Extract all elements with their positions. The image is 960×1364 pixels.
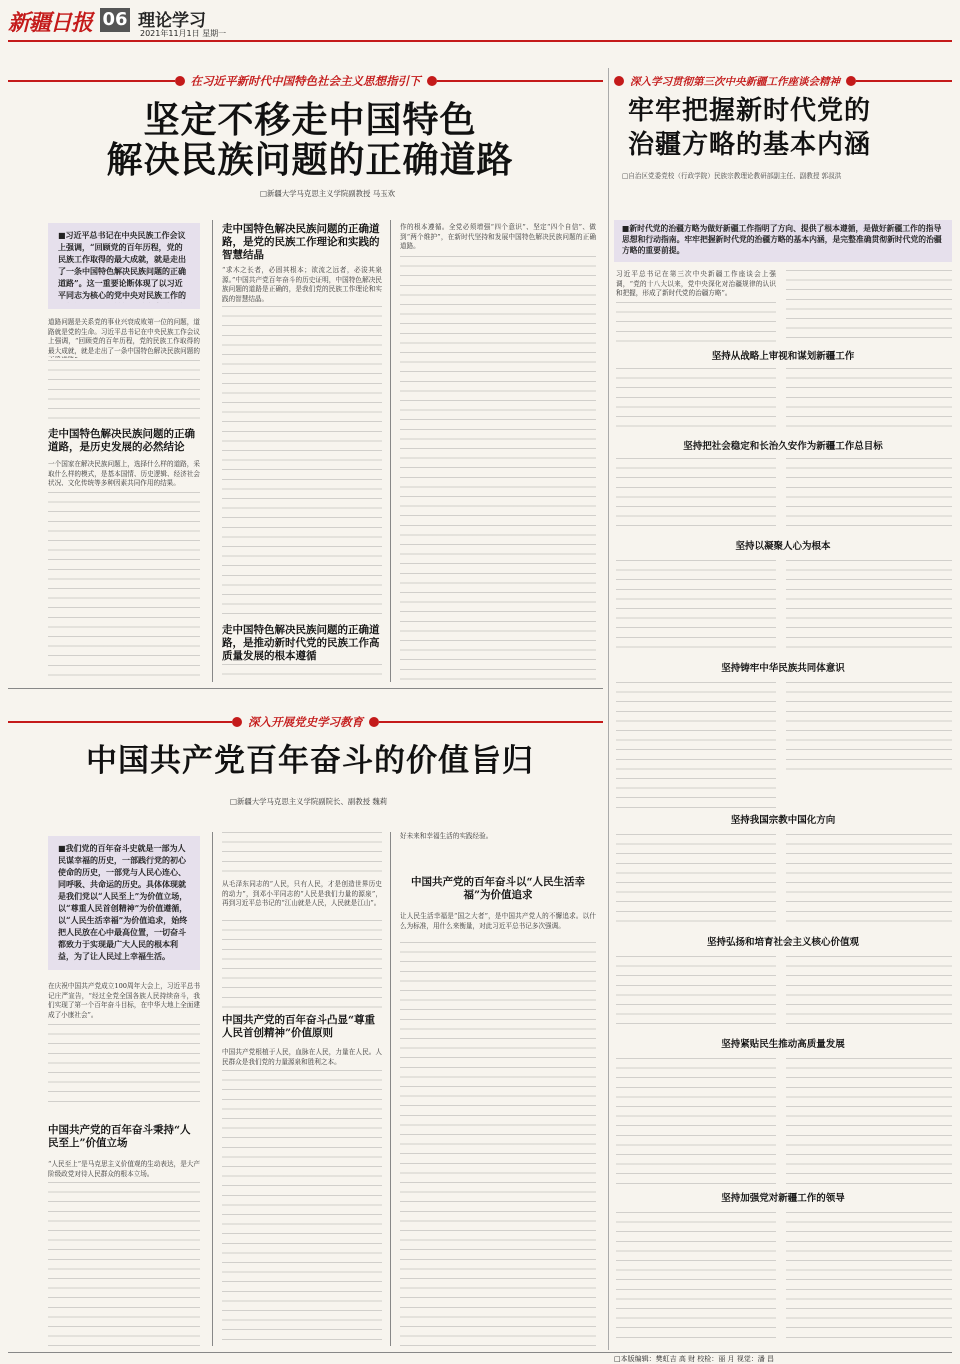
banner-line [379, 721, 603, 723]
text-block [616, 1058, 776, 1184]
right-section-heading-8: 坚持加强党对新疆工作的领导 [721, 1193, 845, 1204]
bottom-sub3-paragraph: 让人民生活幸福是“国之大者”，是中国共产党人的不懈追求。以什么为标准，用什么来衡量，对此习近平总书记多次强调。 [400, 912, 596, 930]
left-sub1-paragraph: 一个国家在解决民族问题上，选择什么样的道路，采取什么样的模式，是基本国情、历史逻辑、经济社会状况、文化传统等多种因素共同作用的结果。 [48, 460, 200, 488]
banner-dot-icon [614, 76, 624, 86]
text-block [222, 306, 382, 618]
left-col3-paragraph: 作的根本遵循。全党必须增强“四个意识”、坚定“四个自信”、做到“两个维护”，在新时代坚持和发展中国特色解决民族问题的正确道路。 [400, 223, 596, 251]
left-article-title-line2: 解决民族问题的正确道路 [106, 139, 514, 181]
right-section-heading-6: 坚持弘扬和培育社会主义核心价值观 [706, 937, 859, 948]
left-article-title-line1: 坚定不移走中国特色 [143, 99, 477, 141]
text-block [786, 1212, 952, 1338]
text-block [786, 956, 952, 1032]
left-article-summary [48, 223, 200, 309]
right-section-heading-4: 坚持铸牢中华民族共同体意识 [721, 663, 845, 674]
text-block [786, 368, 952, 434]
bottom-subheading-1: 中国共产党的百年奋斗秉持“人民至上”价值立场 [48, 1124, 191, 1149]
text-block [616, 560, 776, 656]
text-block [400, 256, 596, 682]
text-block [48, 1024, 200, 1108]
left-article-banner [8, 72, 603, 90]
summary-text: ■我们党的百年奋斗史就是一部为人民谋幸福的历史，一部践行党的初心使命的历史，一部党与人民心连心、同呼吸、共命运的历史。具体体现就是我们党以“人民至上”为价值立场，以“尊重人民首创精神”为价值遵循，以“人民生活幸福”为价值追求，始终把人民放在心中最高位置，一切奋斗都致力于实现最广大人民的根本利益，为了让人民过上幸福生活。 [58, 843, 188, 961]
text-block [616, 956, 776, 1032]
banner-line [8, 721, 232, 723]
issue-date: 2021年11月1日 星期一 [140, 29, 227, 38]
banner-dot-icon [175, 76, 185, 86]
text-block [48, 360, 200, 420]
left-subheading-3: 走中国特色解决民族问题的正确道路，是推动新时代党的民族工作高质量发展的根本遵循 [222, 624, 380, 662]
text-block [786, 1058, 952, 1184]
left-subheading-2: 走中国特色解决民族问题的正确道路，是党的民族工作理论和实践的智慧结晶 [222, 223, 380, 261]
text-block [222, 920, 382, 1008]
text-block [616, 834, 776, 930]
banner-dot-icon [846, 76, 856, 86]
left-sub2-paragraph: “求木之长者，必固其根本；欲流之远者，必浚其泉源。”中国共产党百年奋斗的历史证明，中国特色解决民族问题的道路是正确的，是我们党的民族工作理论和实践的智慧结晶。 [222, 266, 382, 303]
bottom-sub1-paragraph: “人民至上”是马克思主义价值观的生动表达，是大产阶级政党对待人民群众的根本立场。 [48, 1160, 200, 1178]
left-article-byline: □新疆大学马克思主义学院副教授 马玉欢 [260, 189, 395, 198]
text-block [786, 834, 952, 930]
text-block [786, 560, 952, 656]
page-column-divider [608, 68, 609, 1350]
footer-rule [8, 1352, 952, 1353]
right-article-title-line2: 治疆方略的基本内涵 [628, 130, 872, 160]
bottom-col2-paragraph: 从毛泽东同志的“人民，只有人民，才是创造世界历史的动力”，到邓小平同志的“人民是我们力量的源泉”，再到习近平总书记的“江山就是人民，人民就是江山”。 [222, 880, 382, 908]
text-block [222, 832, 382, 876]
bottom-subheading-2: 中国共产党的百年奋斗凸显“尊重人民首创精神”价值原则 [222, 1014, 376, 1039]
right-article-summary [614, 220, 952, 262]
text-block [786, 270, 952, 342]
summary-text: ■习近平总书记在中央民族工作会议上强调，“回顾党的百年历程，党的民族工作取得的最大成就，就是走出了一条中国特色解决民族问题的正确道路”。这一重要论断体现了以习近平同志为核心的党中央对民族工作的 [58, 230, 186, 300]
text-block [616, 1212, 776, 1338]
text-block [786, 458, 952, 534]
right-article-byline: □自治区党委党校（行政学院）民族宗教理论教研部副主任、副教授 郭叔洪 [622, 172, 842, 180]
newspaper-logo: 新疆日报 [8, 10, 93, 36]
text-block [786, 682, 952, 778]
bottom-sub2-paragraph: 中国共产党根植于人民，血脉在人民，力量在人民。人民群众是我们党的力量源泉和胜利之本。 [222, 1048, 382, 1066]
banner-label: 深入开展党史学习教育 [248, 715, 363, 729]
text-block [616, 458, 776, 534]
right-article-intro: 习近平总书记在第三次中央新疆工作座谈会上强调，“党的十八大以来，党中央深化对治疆规律的认识和把握，形成了新时代党的治疆方略”。 [616, 270, 776, 298]
banner-dot-icon [369, 717, 379, 727]
text-block [616, 368, 776, 434]
text-block [48, 492, 200, 682]
section-divider [8, 688, 603, 689]
bottom-subheading-3: 中国共产党的百年奋斗以“人民生活幸福”为价值追求 [410, 876, 586, 901]
left-subheading-1: 走中国特色解决民族问题的正确道路，是历史发展的必然结论 [48, 428, 195, 453]
bottom-article-banner [8, 713, 603, 731]
left-article-intro: 道路问题是关系党的事业兴衰成败第一位的问题，道路就是党的生命。习近平总书记在中央民族工作会议上强调，“回顾党的百年历程，党的民族工作取得的最大成就，就是走出了一条中国特色解决民族问题的 [48, 318, 200, 355]
text-block [400, 942, 596, 1346]
banner-line [437, 80, 604, 82]
banner-line [8, 80, 175, 82]
right-article-banner [614, 72, 952, 90]
bottom-article-title: 中国共产党百年奋斗的价值旨归 [86, 743, 534, 779]
section-name: 理论学习 [138, 11, 206, 31]
bottom-article-byline: □新疆大学马克思主义学院副院长、副教授 魏莉 [230, 797, 388, 806]
banner-line [856, 80, 952, 82]
banner-label: 深入学习贯彻第三次中央新疆工作座谈会精神 [630, 75, 840, 88]
right-section-heading-1: 坚持从战略上审视和谋划新疆工作 [711, 351, 855, 362]
bottom-article-intro: 在庆祝中国共产党成立100周年大会上，习近平总书记庄严宣告，“经过全党全国各族人民持续奋斗，我们实现了第一个百年奋斗目标，在中华大地上全面建成了小康社会”。 [48, 982, 200, 1019]
summary-text: ■新时代党的治疆方略为做好新疆工作指明了方向、提供了根本遵循，是做好新疆工作的指导思想和行动指南。牢牢把握新时代党的治疆方略的基本内涵，是完整准确贯彻新时代党的治疆方略的重要前提。 [622, 224, 942, 255]
column-divider [390, 220, 391, 682]
bottom-col3-paragraph: 好未来和幸福生活的实践经验。 [400, 832, 493, 840]
bottom-article-summary [48, 836, 200, 970]
right-section-heading-3: 坚持以凝聚人心为根本 [735, 541, 831, 552]
banner-dot-icon [232, 717, 242, 727]
column-divider [212, 220, 213, 682]
masthead-rule [8, 40, 952, 42]
footer-editors: □本版编辑：樊虹吉 高 财 校检：丽 月 视觉：潘 昌 [614, 1355, 774, 1363]
text-block [222, 1070, 382, 1346]
right-section-heading-2: 坚持把社会稳定和长治久安作为新疆工作总目标 [683, 441, 883, 452]
page-number: 06 [100, 8, 130, 32]
column-divider [212, 832, 213, 1346]
banner-label: 在习近平新时代中国特色社会主义思想指引下 [190, 74, 421, 88]
right-article-title-line1: 牢牢把握新时代党的 [628, 96, 872, 126]
right-section-heading-5: 坚持我国宗教中国化方向 [730, 815, 836, 826]
banner-dot-icon [427, 76, 437, 86]
right-section-heading-7: 坚持紧贴民生推动高质量发展 [721, 1039, 845, 1050]
masthead [8, 6, 952, 56]
text-block [222, 664, 382, 682]
text-block [616, 682, 776, 808]
text-block [616, 302, 776, 342]
text-block [48, 1182, 200, 1346]
column-divider [390, 832, 391, 1346]
